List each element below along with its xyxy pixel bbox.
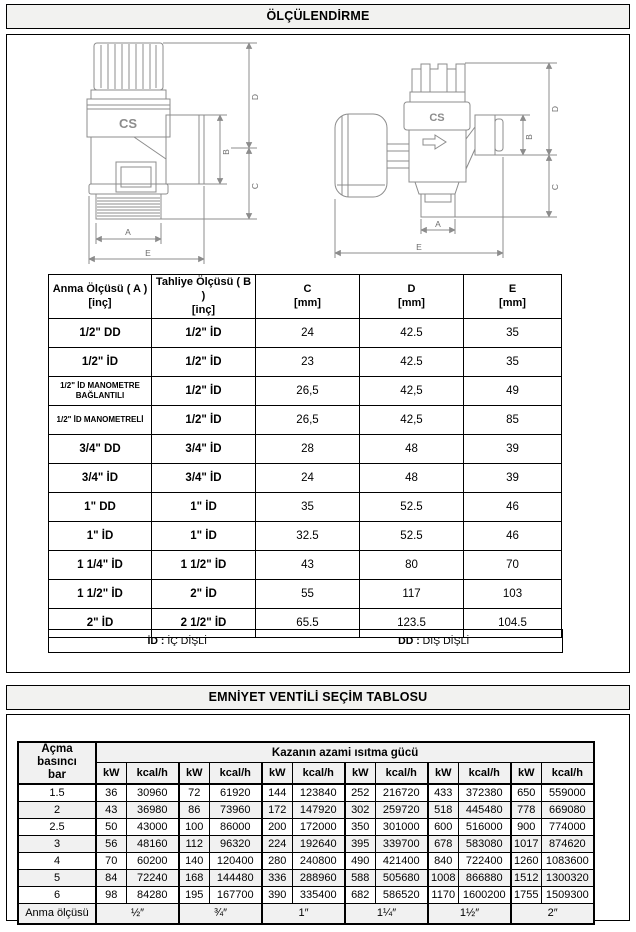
pressure-header-line1: Açma basıncı <box>37 743 77 769</box>
table-cell: 2" İD <box>49 609 152 638</box>
table-cell: 1" İD <box>152 522 256 551</box>
table-cell: 112 <box>179 835 209 852</box>
table-cell: 445480 <box>458 801 511 818</box>
table-cell: 1600200 <box>458 886 511 903</box>
table-cell: 1755 <box>511 886 541 903</box>
table-cell: 395 <box>345 835 375 852</box>
table-cell: 288960 <box>292 869 345 886</box>
thread-legend <box>48 629 563 653</box>
column-header <box>256 275 360 319</box>
unit-header: kW <box>179 763 209 784</box>
table-cell: 86000 <box>209 818 262 835</box>
table-cell: 490 <box>345 852 375 869</box>
table-cell: 32.5 <box>256 522 360 551</box>
table-cell: 144 <box>262 784 292 802</box>
table-cell: 26,5 <box>256 406 360 435</box>
column-header-line2: [inç] <box>191 303 216 316</box>
table-cell: 433 <box>428 784 458 802</box>
valve-front-dimension-lines <box>89 43 257 264</box>
nominal-size-label: Anma ölçüsü <box>18 903 96 924</box>
table-cell: 518 <box>428 801 458 818</box>
table-cell: 866880 <box>458 869 511 886</box>
unit-header: kW <box>96 763 126 784</box>
table-cell: 874620 <box>541 835 594 852</box>
table-row <box>18 869 594 886</box>
table-cell: 56 <box>96 835 126 852</box>
table-cell: 120400 <box>209 852 262 869</box>
table-cell: 1008 <box>428 869 458 886</box>
column-header-line1: C <box>303 282 312 295</box>
table-cell: 301000 <box>375 818 428 835</box>
unit-header: kW <box>511 763 541 784</box>
table-cell: 583080 <box>458 835 511 852</box>
selection-table <box>17 741 595 925</box>
table-cell: 1017 <box>511 835 541 852</box>
table-cell: 42.5 <box>360 348 464 377</box>
table-row <box>49 406 562 435</box>
dim-label-a: A <box>125 227 131 237</box>
dim-label-d: D <box>550 105 560 113</box>
valve-front-drawing <box>56 35 316 275</box>
table-cell: 144480 <box>209 869 262 886</box>
table-row <box>49 522 562 551</box>
table-header-row <box>49 275 562 319</box>
table-cell: 1/2" İD <box>152 377 256 406</box>
table-cell: 48 <box>360 435 464 464</box>
table-cell: 1/2" İD MANOMETRE BAĞLANTILI <box>49 377 152 406</box>
dim-label-b: B <box>524 134 534 140</box>
table-cell: 1/2" İD <box>152 348 256 377</box>
table-cell: 1 1/2" İD <box>49 580 152 609</box>
table-cell: 117 <box>360 580 464 609</box>
table-cell: 140 <box>179 852 209 869</box>
table-cell: 24 <box>256 319 360 348</box>
table-cell: 80 <box>360 551 464 580</box>
table-cell: 24 <box>256 464 360 493</box>
table-cell: 70 <box>96 852 126 869</box>
table-cell: 350 <box>345 818 375 835</box>
cs-logo: CS <box>118 116 138 131</box>
table-cell: 3/4" İD <box>152 435 256 464</box>
legend-item-id <box>49 635 306 647</box>
table-cell: 1 1/2" İD <box>152 551 256 580</box>
valve-front-outline <box>87 43 204 219</box>
table-cell: 42.5 <box>360 319 464 348</box>
table-cell: 61920 <box>209 784 262 802</box>
column-header-line2: [mm] <box>499 296 526 309</box>
table-cell: 516000 <box>458 818 511 835</box>
table-cell: 1512 <box>511 869 541 886</box>
table-cell: 84 <box>96 869 126 886</box>
nominal-size-value: 1¼″ <box>345 903 428 924</box>
table-cell: 1/2" İD <box>152 319 256 348</box>
table-cell: 1" İD <box>152 493 256 522</box>
table-cell: 39 <box>464 464 562 493</box>
table-cell: 280 <box>262 852 292 869</box>
selection-table-header <box>18 742 594 784</box>
table-cell: 336 <box>262 869 292 886</box>
table-cell: 192640 <box>292 835 345 852</box>
valve-manometer-outline <box>335 64 503 217</box>
table-cell: 4 <box>18 852 96 869</box>
table-cell: 65.5 <box>256 609 360 638</box>
table-row <box>49 493 562 522</box>
table-cell: 3/4" DD <box>49 435 152 464</box>
table-cell: 104.5 <box>464 609 562 638</box>
power-group-header: Kazanın azami ısıtma gücü <box>96 742 594 763</box>
table-cell: 195 <box>179 886 209 903</box>
table-cell: 505680 <box>375 869 428 886</box>
table-row <box>49 435 562 464</box>
table-cell: 1/2" İD <box>152 406 256 435</box>
table-cell: 2.5 <box>18 818 96 835</box>
table-cell: 650 <box>511 784 541 802</box>
table-cell: 372380 <box>458 784 511 802</box>
legend-id-text: İÇ DİŞLİ <box>167 635 208 647</box>
dim-label-c: C <box>550 183 560 191</box>
table-cell: 86 <box>179 801 209 818</box>
table-row <box>49 464 562 493</box>
table-cell: 252 <box>345 784 375 802</box>
table-cell: 1" DD <box>49 493 152 522</box>
table-row <box>49 377 562 406</box>
nominal-size-value: ¾″ <box>179 903 262 924</box>
table-cell: 302 <box>345 801 375 818</box>
table-cell: 3/4" İD <box>49 464 152 493</box>
table-cell: 70 <box>464 551 562 580</box>
table-cell: 1/2" DD <box>49 319 152 348</box>
dim-label-d: D <box>250 93 260 101</box>
legend-id-abbrev: İD : <box>147 635 165 647</box>
column-header <box>360 275 464 319</box>
valve-front-labels <box>119 94 260 258</box>
table-row <box>18 801 594 818</box>
table-row <box>18 835 594 852</box>
table-cell: 586520 <box>375 886 428 903</box>
table-cell: 35 <box>464 319 562 348</box>
dim-label-e: E <box>145 248 151 258</box>
table-cell: 23 <box>256 348 360 377</box>
table-cell: 72240 <box>126 869 179 886</box>
nominal-size-value: 2″ <box>511 903 594 924</box>
table-row <box>18 886 594 903</box>
table-cell: 85 <box>464 406 562 435</box>
table-cell: 5 <box>18 869 96 886</box>
table-cell: 49 <box>464 377 562 406</box>
table-cell: 73960 <box>209 801 262 818</box>
table-cell: 72 <box>179 784 209 802</box>
table-cell: 46 <box>464 493 562 522</box>
legend-dd-text: DIŞ DİŞLİ <box>422 635 470 647</box>
dim-label-b: B <box>221 149 231 155</box>
table-row <box>49 580 562 609</box>
table-cell: 1300320 <box>541 869 594 886</box>
dimensions-table-body <box>49 319 562 638</box>
section-title-dimensions <box>6 4 630 29</box>
table-cell: 172000 <box>292 818 345 835</box>
nominal-size-value: 1½″ <box>428 903 511 924</box>
table-cell: 48160 <box>126 835 179 852</box>
table-cell: 900 <box>511 818 541 835</box>
section-title-text: EMNİYET VENTİLİ SEÇİM TABLOSU <box>208 690 428 704</box>
dimensions-table-header <box>49 275 562 319</box>
table-cell: 682 <box>345 886 375 903</box>
unit-header: kcal/h <box>209 763 262 784</box>
table-cell: 259720 <box>375 801 428 818</box>
table-cell: 39 <box>464 435 562 464</box>
column-header <box>152 275 256 319</box>
table-cell: 168 <box>179 869 209 886</box>
table-cell: 28 <box>256 435 360 464</box>
column-header <box>464 275 562 319</box>
nominal-size-value: 1″ <box>262 903 345 924</box>
column-header-line1: Anma Ölçüsü ( A ) <box>52 282 148 295</box>
table-cell: 36980 <box>126 801 179 818</box>
table-cell: 35 <box>464 348 562 377</box>
selection-table-footer <box>18 903 594 924</box>
section-title-text: ÖLÇÜLENDİRME <box>266 9 370 23</box>
dim-label-e: E <box>416 242 422 252</box>
valve-manometer-drawing <box>307 57 607 272</box>
nominal-size-row <box>18 903 594 924</box>
table-cell: 55 <box>256 580 360 609</box>
table-cell: 147920 <box>292 801 345 818</box>
dim-label-c: C <box>250 182 260 190</box>
table-row <box>18 852 594 869</box>
table-cell: 3/4" İD <box>152 464 256 493</box>
table-cell: 1509300 <box>541 886 594 903</box>
table-cell: 774000 <box>541 818 594 835</box>
table-cell: 26,5 <box>256 377 360 406</box>
legend-dd-abbrev: DD : <box>398 635 420 647</box>
table-cell: 421400 <box>375 852 428 869</box>
table-cell: 600 <box>428 818 458 835</box>
selection-content-box <box>6 714 630 921</box>
table-cell: 123840 <box>292 784 345 802</box>
table-cell: 840 <box>428 852 458 869</box>
table-cell: 123.5 <box>360 609 464 638</box>
section-title-selection <box>6 685 630 710</box>
pressure-header-line2: bar <box>48 769 66 782</box>
unit-header: kcal/h <box>541 763 594 784</box>
table-cell: 390 <box>262 886 292 903</box>
unit-header: kcal/h <box>458 763 511 784</box>
unit-header: kcal/h <box>375 763 428 784</box>
table-cell: 1" İD <box>49 522 152 551</box>
unit-header: kW <box>262 763 292 784</box>
table-cell: 43000 <box>126 818 179 835</box>
table-cell: 678 <box>428 835 458 852</box>
table-cell: 722400 <box>458 852 511 869</box>
pressure-column-header <box>18 742 96 784</box>
table-cell: 1083600 <box>541 852 594 869</box>
table-cell: 96320 <box>209 835 262 852</box>
cs-logo: CS <box>429 112 445 124</box>
table-row <box>18 818 594 835</box>
unit-header: kW <box>345 763 375 784</box>
column-header-line1: D <box>407 282 416 295</box>
table-cell: 559000 <box>541 784 594 802</box>
unit-header: kW <box>428 763 458 784</box>
table-cell: 2" İD <box>152 580 256 609</box>
column-header <box>49 275 152 319</box>
table-header-row <box>18 742 594 763</box>
column-header-line2: [mm] <box>294 296 321 309</box>
table-cell: 335400 <box>292 886 345 903</box>
table-cell: 84280 <box>126 886 179 903</box>
table-cell: 588 <box>345 869 375 886</box>
table-cell: 240800 <box>292 852 345 869</box>
table-cell: 60200 <box>126 852 179 869</box>
table-cell: 36 <box>96 784 126 802</box>
table-cell: 2 <box>18 801 96 818</box>
legend-item-dd <box>306 635 563 647</box>
table-cell: 30960 <box>126 784 179 802</box>
table-cell: 100 <box>179 818 209 835</box>
column-header-line2: [mm] <box>398 296 425 309</box>
table-cell: 50 <box>96 818 126 835</box>
table-cell: 1170 <box>428 886 458 903</box>
unit-header: kcal/h <box>292 763 345 784</box>
table-cell: 46 <box>464 522 562 551</box>
unit-header-row <box>18 763 594 784</box>
table-cell: 3 <box>18 835 96 852</box>
table-cell: 1/2" İD <box>49 348 152 377</box>
table-cell: 172 <box>262 801 292 818</box>
column-header-line1: Tahliye Ölçüsü ( B ) <box>155 276 252 302</box>
selection-table-body <box>18 784 594 904</box>
table-row <box>18 784 594 802</box>
table-cell: 224 <box>262 835 292 852</box>
table-cell: 2 1/2" İD <box>152 609 256 638</box>
table-cell: 339700 <box>375 835 428 852</box>
table-cell: 103 <box>464 580 562 609</box>
column-header-line2: [inç] <box>88 296 112 309</box>
table-cell: 200 <box>262 818 292 835</box>
table-cell: 42,5 <box>360 406 464 435</box>
dimensions-table <box>48 274 562 638</box>
table-cell: 778 <box>511 801 541 818</box>
table-cell: 669080 <box>541 801 594 818</box>
dimensions-content-box <box>6 34 630 673</box>
table-row <box>49 319 562 348</box>
table-cell: 48 <box>360 464 464 493</box>
dim-label-a: A <box>435 219 441 229</box>
table-cell: 1260 <box>511 852 541 869</box>
table-cell: 52.5 <box>360 493 464 522</box>
unit-header: kcal/h <box>126 763 179 784</box>
table-cell: 43 <box>256 551 360 580</box>
datasheet-page <box>0 4 636 932</box>
nominal-size-value: ½″ <box>96 903 179 924</box>
column-header-line1: E <box>508 282 517 295</box>
table-cell: 98 <box>96 886 126 903</box>
table-cell: 43 <box>96 801 126 818</box>
table-cell: 1 1/4" İD <box>49 551 152 580</box>
table-cell: 42,5 <box>360 377 464 406</box>
table-cell: 6 <box>18 886 96 903</box>
table-row <box>49 551 562 580</box>
table-cell: 167700 <box>209 886 262 903</box>
table-cell: 52.5 <box>360 522 464 551</box>
table-cell: 35 <box>256 493 360 522</box>
table-row <box>49 348 562 377</box>
table-cell: 1.5 <box>18 784 96 802</box>
table-cell: 1/2" İD MANOMETRELİ <box>49 406 152 435</box>
table-cell: 216720 <box>375 784 428 802</box>
